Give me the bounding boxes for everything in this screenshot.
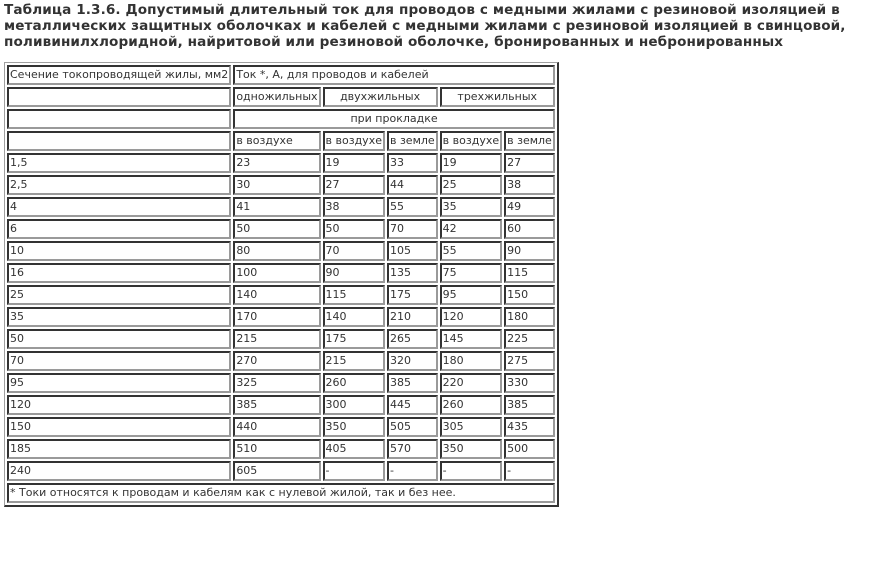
single-air-cell: 23 (233, 153, 320, 173)
triple-air-cell: 180 (440, 351, 502, 371)
section-cell: 95 (7, 373, 231, 393)
single-air-cell: 270 (233, 351, 320, 371)
footnote-row (7, 483, 555, 503)
table-row (7, 241, 555, 261)
double-ground-cell: 175 (387, 285, 438, 305)
double-ground-cell: 44 (387, 175, 438, 195)
double-air-cell: 70 (323, 241, 385, 261)
table-row (7, 417, 555, 437)
triple-ground-cell: 275 (504, 351, 555, 371)
header-mode-ground: в земле (504, 131, 555, 151)
double-ground-cell: - (387, 461, 438, 481)
triple-air-cell: 305 (440, 417, 502, 437)
double-air-cell: 140 (323, 307, 385, 327)
table-row (7, 373, 555, 393)
triple-ground-cell: 38 (504, 175, 555, 195)
table-row (7, 175, 555, 195)
header-empty-cell (7, 109, 231, 129)
triple-air-cell: 35 (440, 197, 502, 217)
section-cell: 25 (7, 285, 231, 305)
triple-ground-cell: 27 (504, 153, 555, 173)
section-cell: 6 (7, 219, 231, 239)
single-air-cell: 50 (233, 219, 320, 239)
single-air-cell: 170 (233, 307, 320, 327)
section-cell: 4 (7, 197, 231, 217)
triple-air-cell: 120 (440, 307, 502, 327)
triple-ground-cell: 435 (504, 417, 555, 437)
single-air-cell: 100 (233, 263, 320, 283)
single-air-cell: 385 (233, 395, 320, 415)
single-air-cell: 440 (233, 417, 320, 437)
header-mode-air: в воздухе (323, 131, 385, 151)
section-cell: 10 (7, 241, 231, 261)
single-air-cell: 140 (233, 285, 320, 305)
double-air-cell: 90 (323, 263, 385, 283)
triple-ground-cell: 150 (504, 285, 555, 305)
double-air-cell: 19 (323, 153, 385, 173)
double-ground-cell: 265 (387, 329, 438, 349)
header-row-core-types (7, 87, 555, 107)
triple-ground-cell: 500 (504, 439, 555, 459)
section-cell: 120 (7, 395, 231, 415)
double-ground-cell: 33 (387, 153, 438, 173)
section-cell: 50 (7, 329, 231, 349)
single-air-cell: 30 (233, 175, 320, 195)
single-air-cell: 41 (233, 197, 320, 217)
single-air-cell: 80 (233, 241, 320, 261)
section-cell: 185 (7, 439, 231, 459)
triple-air-cell: 25 (440, 175, 502, 195)
table-row (7, 219, 555, 239)
triple-air-cell: 260 (440, 395, 502, 415)
triple-air-cell: - (440, 461, 502, 481)
single-air-cell: 325 (233, 373, 320, 393)
triple-air-cell: 55 (440, 241, 502, 261)
double-ground-cell: 570 (387, 439, 438, 459)
header-row-laying (7, 109, 555, 129)
double-ground-cell: 135 (387, 263, 438, 283)
triple-ground-cell: 49 (504, 197, 555, 217)
table-row (7, 351, 555, 371)
double-air-cell: 405 (323, 439, 385, 459)
title-line-1: Таблица 1.3.6. Допустимый длительный ток для проводов с медными жилами с резиновой изоляцией в (4, 2, 840, 18)
ampacity-table (4, 62, 559, 507)
header-core-single: одножильных (233, 87, 320, 107)
double-ground-cell: 320 (387, 351, 438, 371)
double-air-cell: 115 (323, 285, 385, 305)
header-section-cell: Сечение токопроводящей жилы, мм2 (7, 65, 231, 85)
double-air-cell: 38 (323, 197, 385, 217)
header-row-main (7, 65, 555, 85)
double-air-cell: - (323, 461, 385, 481)
table-row (7, 395, 555, 415)
footnote-cell: * Токи относятся к проводам и кабелям как с нулевой жилой, так и без нее. (7, 483, 555, 503)
section-cell: 2,5 (7, 175, 231, 195)
single-air-cell: 215 (233, 329, 320, 349)
double-air-cell: 350 (323, 417, 385, 437)
triple-ground-cell: - (504, 461, 555, 481)
header-empty-cell (7, 131, 231, 151)
double-air-cell: 260 (323, 373, 385, 393)
double-air-cell: 27 (323, 175, 385, 195)
header-row-laying-modes (7, 131, 555, 151)
triple-air-cell: 42 (440, 219, 502, 239)
triple-ground-cell: 225 (504, 329, 555, 349)
triple-air-cell: 220 (440, 373, 502, 393)
header-mode-air: в воздухе (440, 131, 502, 151)
double-air-cell: 215 (323, 351, 385, 371)
triple-ground-cell: 90 (504, 241, 555, 261)
page-title (0, 0, 896, 50)
double-ground-cell: 385 (387, 373, 438, 393)
double-ground-cell: 505 (387, 417, 438, 437)
table-row (7, 197, 555, 217)
header-current-cell: Ток *, А, для проводов и кабелей (233, 65, 555, 85)
triple-air-cell: 95 (440, 285, 502, 305)
section-cell: 16 (7, 263, 231, 283)
triple-ground-cell: 385 (504, 395, 555, 415)
triple-air-cell: 19 (440, 153, 502, 173)
section-cell: 240 (7, 461, 231, 481)
section-cell: 1,5 (7, 153, 231, 173)
header-mode-ground: в земле (387, 131, 438, 151)
single-air-cell: 605 (233, 461, 320, 481)
single-air-cell: 510 (233, 439, 320, 459)
table-row (7, 461, 555, 481)
header-mode-air: в воздухе (233, 131, 320, 151)
triple-ground-cell: 330 (504, 373, 555, 393)
table-container (4, 62, 559, 507)
double-air-cell: 300 (323, 395, 385, 415)
triple-ground-cell: 180 (504, 307, 555, 327)
header-empty-cell (7, 87, 231, 107)
table-row (7, 329, 555, 349)
triple-ground-cell: 60 (504, 219, 555, 239)
table-row (7, 439, 555, 459)
table-row (7, 307, 555, 327)
table-row (7, 153, 555, 173)
triple-air-cell: 350 (440, 439, 502, 459)
table-row (7, 285, 555, 305)
double-ground-cell: 55 (387, 197, 438, 217)
section-cell: 35 (7, 307, 231, 327)
double-ground-cell: 210 (387, 307, 438, 327)
triple-air-cell: 75 (440, 263, 502, 283)
header-laying-cell: при прокладке (233, 109, 555, 129)
section-cell: 70 (7, 351, 231, 371)
double-air-cell: 175 (323, 329, 385, 349)
double-ground-cell: 445 (387, 395, 438, 415)
triple-air-cell: 145 (440, 329, 502, 349)
header-core-triple: трехжильных (440, 87, 555, 107)
title-line-2: металлических защитных оболочках и кабелей с медными жилами с резиновой изоляцией в свинцовой, (4, 18, 846, 34)
table-row (7, 263, 555, 283)
double-air-cell: 50 (323, 219, 385, 239)
section-cell: 150 (7, 417, 231, 437)
double-ground-cell: 105 (387, 241, 438, 261)
triple-ground-cell: 115 (504, 263, 555, 283)
double-ground-cell: 70 (387, 219, 438, 239)
header-core-double: двухжильных (323, 87, 438, 107)
title-line-3: поливинилхлоридной, найритовой или резиновой оболочке, бронированных и небронированных (4, 34, 784, 50)
